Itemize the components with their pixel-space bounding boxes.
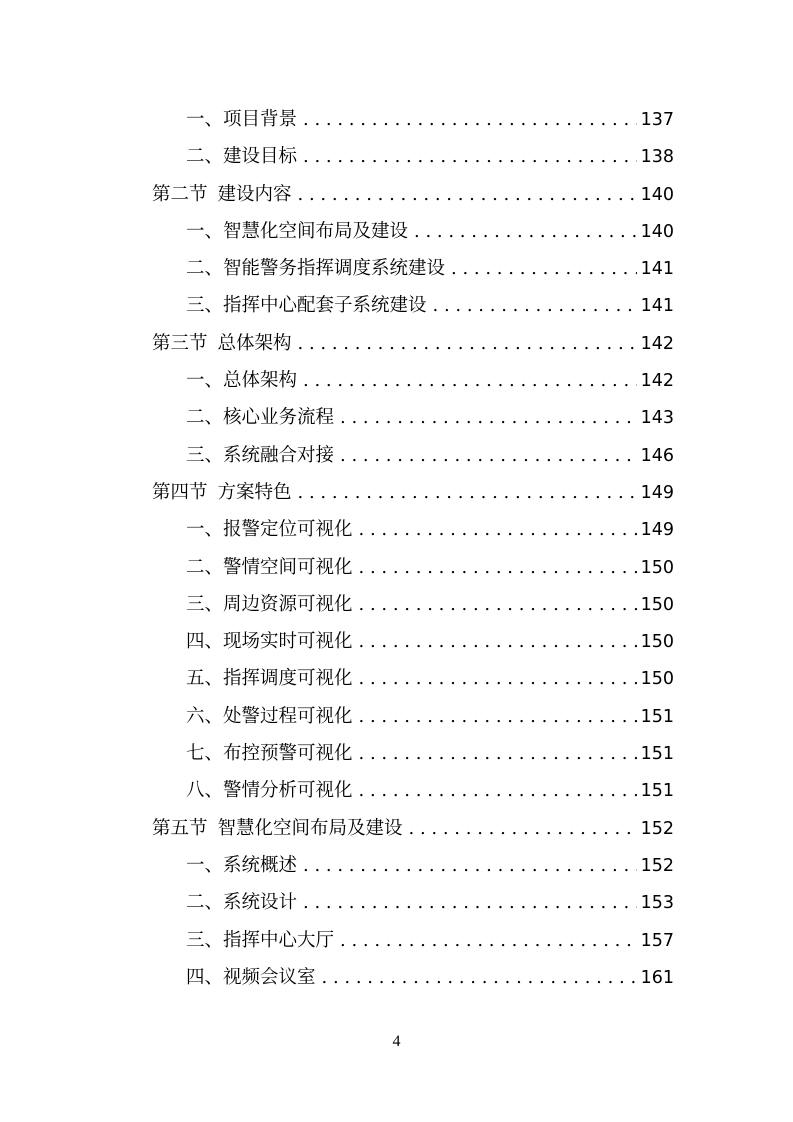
toc-entry-number: 一、	[186, 109, 224, 130]
toc-entry-title: 建设目标	[223, 146, 298, 168]
toc-dot-leader	[359, 772, 637, 809]
toc-entry-number: 四、	[186, 966, 224, 988]
toc-entry-page: 140	[640, 184, 674, 205]
toc-entry-number: 一、	[186, 519, 224, 541]
toc-entry-page: 150	[640, 594, 674, 615]
toc-subsection-entry[interactable]	[152, 549, 674, 586]
toc-dot-leader	[359, 549, 637, 586]
toc-entry-title: 智能警务指挥调度系统建设	[223, 258, 446, 280]
toc-section-entry[interactable]	[152, 810, 674, 847]
toc-dot-leader	[409, 810, 637, 847]
toc-entry-title: 指挥中心大厅	[223, 929, 335, 951]
toc-entry-title: 项目背景	[223, 109, 298, 130]
toc-dot-leader	[340, 437, 637, 474]
toc-entry-page: 152	[640, 818, 674, 839]
toc-entry-page: 157	[640, 930, 674, 951]
toc-subsection-entry[interactable]	[152, 623, 674, 660]
toc-dot-leader	[414, 213, 637, 250]
table-of-contents	[152, 101, 674, 996]
toc-section-entry[interactable]	[152, 474, 674, 511]
toc-subsection-entry[interactable]	[152, 213, 674, 250]
toc-entry-title: 总体架构	[223, 370, 298, 392]
toc-subsection-entry[interactable]	[152, 735, 674, 772]
toc-dot-leader	[303, 138, 637, 175]
toc-entry-title: 智慧化空间布局及建设	[223, 220, 409, 242]
toc-dot-leader	[303, 362, 637, 399]
toc-entry-page: 149	[640, 482, 674, 503]
toc-entry-number: 一、	[186, 370, 224, 392]
toc-entry-title: 系统概述	[223, 854, 298, 876]
toc-entry-page: 143	[640, 408, 674, 429]
toc-subsection-entry[interactable]	[152, 959, 674, 996]
toc-entry-number: 六、	[186, 705, 224, 727]
toc-dot-leader	[303, 101, 637, 138]
toc-entry-page: 140	[640, 221, 674, 242]
toc-entry-page: 151	[640, 744, 674, 765]
toc-entry-title: 处警过程可视化	[223, 705, 353, 727]
toc-entry-title: 视频会议室	[223, 966, 316, 988]
toc-entry-number: 第三节	[152, 332, 208, 354]
toc-entry-page: 151	[640, 706, 674, 727]
toc-entry-title: 报警定位可视化	[223, 519, 353, 541]
toc-entry-page: 142	[640, 371, 674, 392]
toc-entry-title: 系统融合对接	[223, 444, 335, 466]
toc-dot-leader	[303, 884, 637, 921]
toc-entry-title: 警情分析可视化	[223, 780, 353, 802]
toc-subsection-entry[interactable]	[152, 250, 674, 287]
toc-dot-leader	[433, 287, 637, 324]
toc-entry-title: 警情空间可视化	[223, 556, 353, 578]
toc-entry-number: 二、	[186, 892, 224, 914]
toc-entry-page: 151	[640, 781, 674, 802]
toc-entry-number: 三、	[186, 929, 224, 951]
toc-subsection-entry[interactable]	[152, 287, 674, 324]
toc-subsection-entry[interactable]	[152, 362, 674, 399]
toc-entry-page: 152	[640, 855, 674, 876]
toc-entry-title: 核心业务流程	[223, 407, 335, 429]
toc-entry-page: 138	[640, 147, 674, 168]
toc-subsection-entry[interactable]	[152, 922, 674, 959]
toc-subsection-entry[interactable]	[152, 698, 674, 735]
toc-entry-number: 一、	[186, 220, 224, 242]
toc-entry-number: 七、	[186, 743, 224, 765]
toc-entry-page: 150	[640, 557, 674, 578]
toc-entry-number: 三、	[186, 444, 224, 466]
toc-subsection-entry[interactable]	[152, 437, 674, 474]
toc-entry-number: 三、	[186, 593, 224, 615]
toc-entry-title: 周边资源可视化	[223, 593, 353, 615]
toc-dot-leader	[359, 735, 637, 772]
toc-entry-page: 150	[640, 632, 674, 653]
toc-entry-number: 二、	[186, 407, 224, 429]
toc-entry-page: 141	[640, 259, 674, 280]
toc-entry-title: 系统设计	[223, 892, 298, 914]
toc-entry-number: 第五节	[152, 817, 208, 839]
toc-entry-title: 建设内容	[217, 183, 292, 205]
toc-dot-leader	[340, 399, 637, 436]
toc-subsection-entry[interactable]	[152, 847, 674, 884]
toc-dot-leader	[359, 586, 637, 623]
toc-subsection-entry[interactable]	[152, 399, 674, 436]
toc-entry-title: 现场实时可视化	[223, 631, 353, 653]
toc-subsection-entry[interactable]	[152, 772, 674, 809]
toc-subsection-entry[interactable]	[152, 101, 674, 138]
toc-entry-page: 142	[640, 333, 674, 354]
toc-entry-number: 三、	[186, 295, 224, 317]
toc-entry-page: 149	[640, 520, 674, 541]
toc-dot-leader	[340, 922, 637, 959]
toc-subsection-entry[interactable]	[152, 138, 674, 175]
toc-entry-page: 153	[640, 893, 674, 914]
toc-entry-number: 第二节	[152, 183, 208, 205]
toc-entry-number: 二、	[186, 556, 224, 578]
toc-subsection-entry[interactable]	[152, 511, 674, 548]
toc-entry-page: 141	[640, 296, 674, 317]
toc-entry-title: 指挥调度可视化	[223, 668, 353, 690]
toc-entry-title: 方案特色	[217, 481, 292, 503]
toc-subsection-entry[interactable]	[152, 884, 674, 921]
toc-dot-leader	[298, 474, 637, 511]
toc-dot-leader	[359, 623, 637, 660]
toc-dot-leader	[298, 176, 637, 213]
toc-entry-page: 137	[640, 110, 674, 130]
toc-entry-number: 五、	[186, 668, 224, 690]
toc-dot-leader	[359, 698, 637, 735]
toc-entry-title: 布控预警可视化	[223, 743, 353, 765]
toc-entry-number: 一、	[186, 854, 224, 876]
toc-entry-page: 146	[640, 445, 674, 466]
toc-entry-title: 智慧化空间布局及建设	[217, 817, 403, 839]
toc-section-entry[interactable]	[152, 176, 674, 213]
page-number: 4	[392, 1033, 401, 1050]
toc-dot-leader	[451, 250, 637, 287]
toc-entry-number: 八、	[186, 780, 224, 802]
toc-dot-leader	[359, 660, 637, 697]
toc-entry-title: 指挥中心配套子系统建设	[223, 295, 427, 317]
toc-entry-number: 第四节	[152, 481, 208, 503]
toc-entry-number: 二、	[186, 146, 224, 168]
toc-entry-page: 150	[640, 669, 674, 690]
toc-entry-page: 161	[640, 967, 674, 988]
toc-entry-number: 四、	[186, 631, 224, 653]
toc-entry-number: 二、	[186, 258, 224, 280]
toc-dot-leader	[303, 847, 637, 884]
toc-dot-leader	[359, 511, 637, 548]
toc-dot-leader	[298, 325, 637, 362]
toc-section-entry[interactable]	[152, 325, 674, 362]
toc-entry-title: 总体架构	[217, 332, 292, 354]
toc-subsection-entry[interactable]	[152, 586, 674, 623]
toc-subsection-entry[interactable]	[152, 660, 674, 697]
toc-dot-leader	[322, 959, 637, 996]
